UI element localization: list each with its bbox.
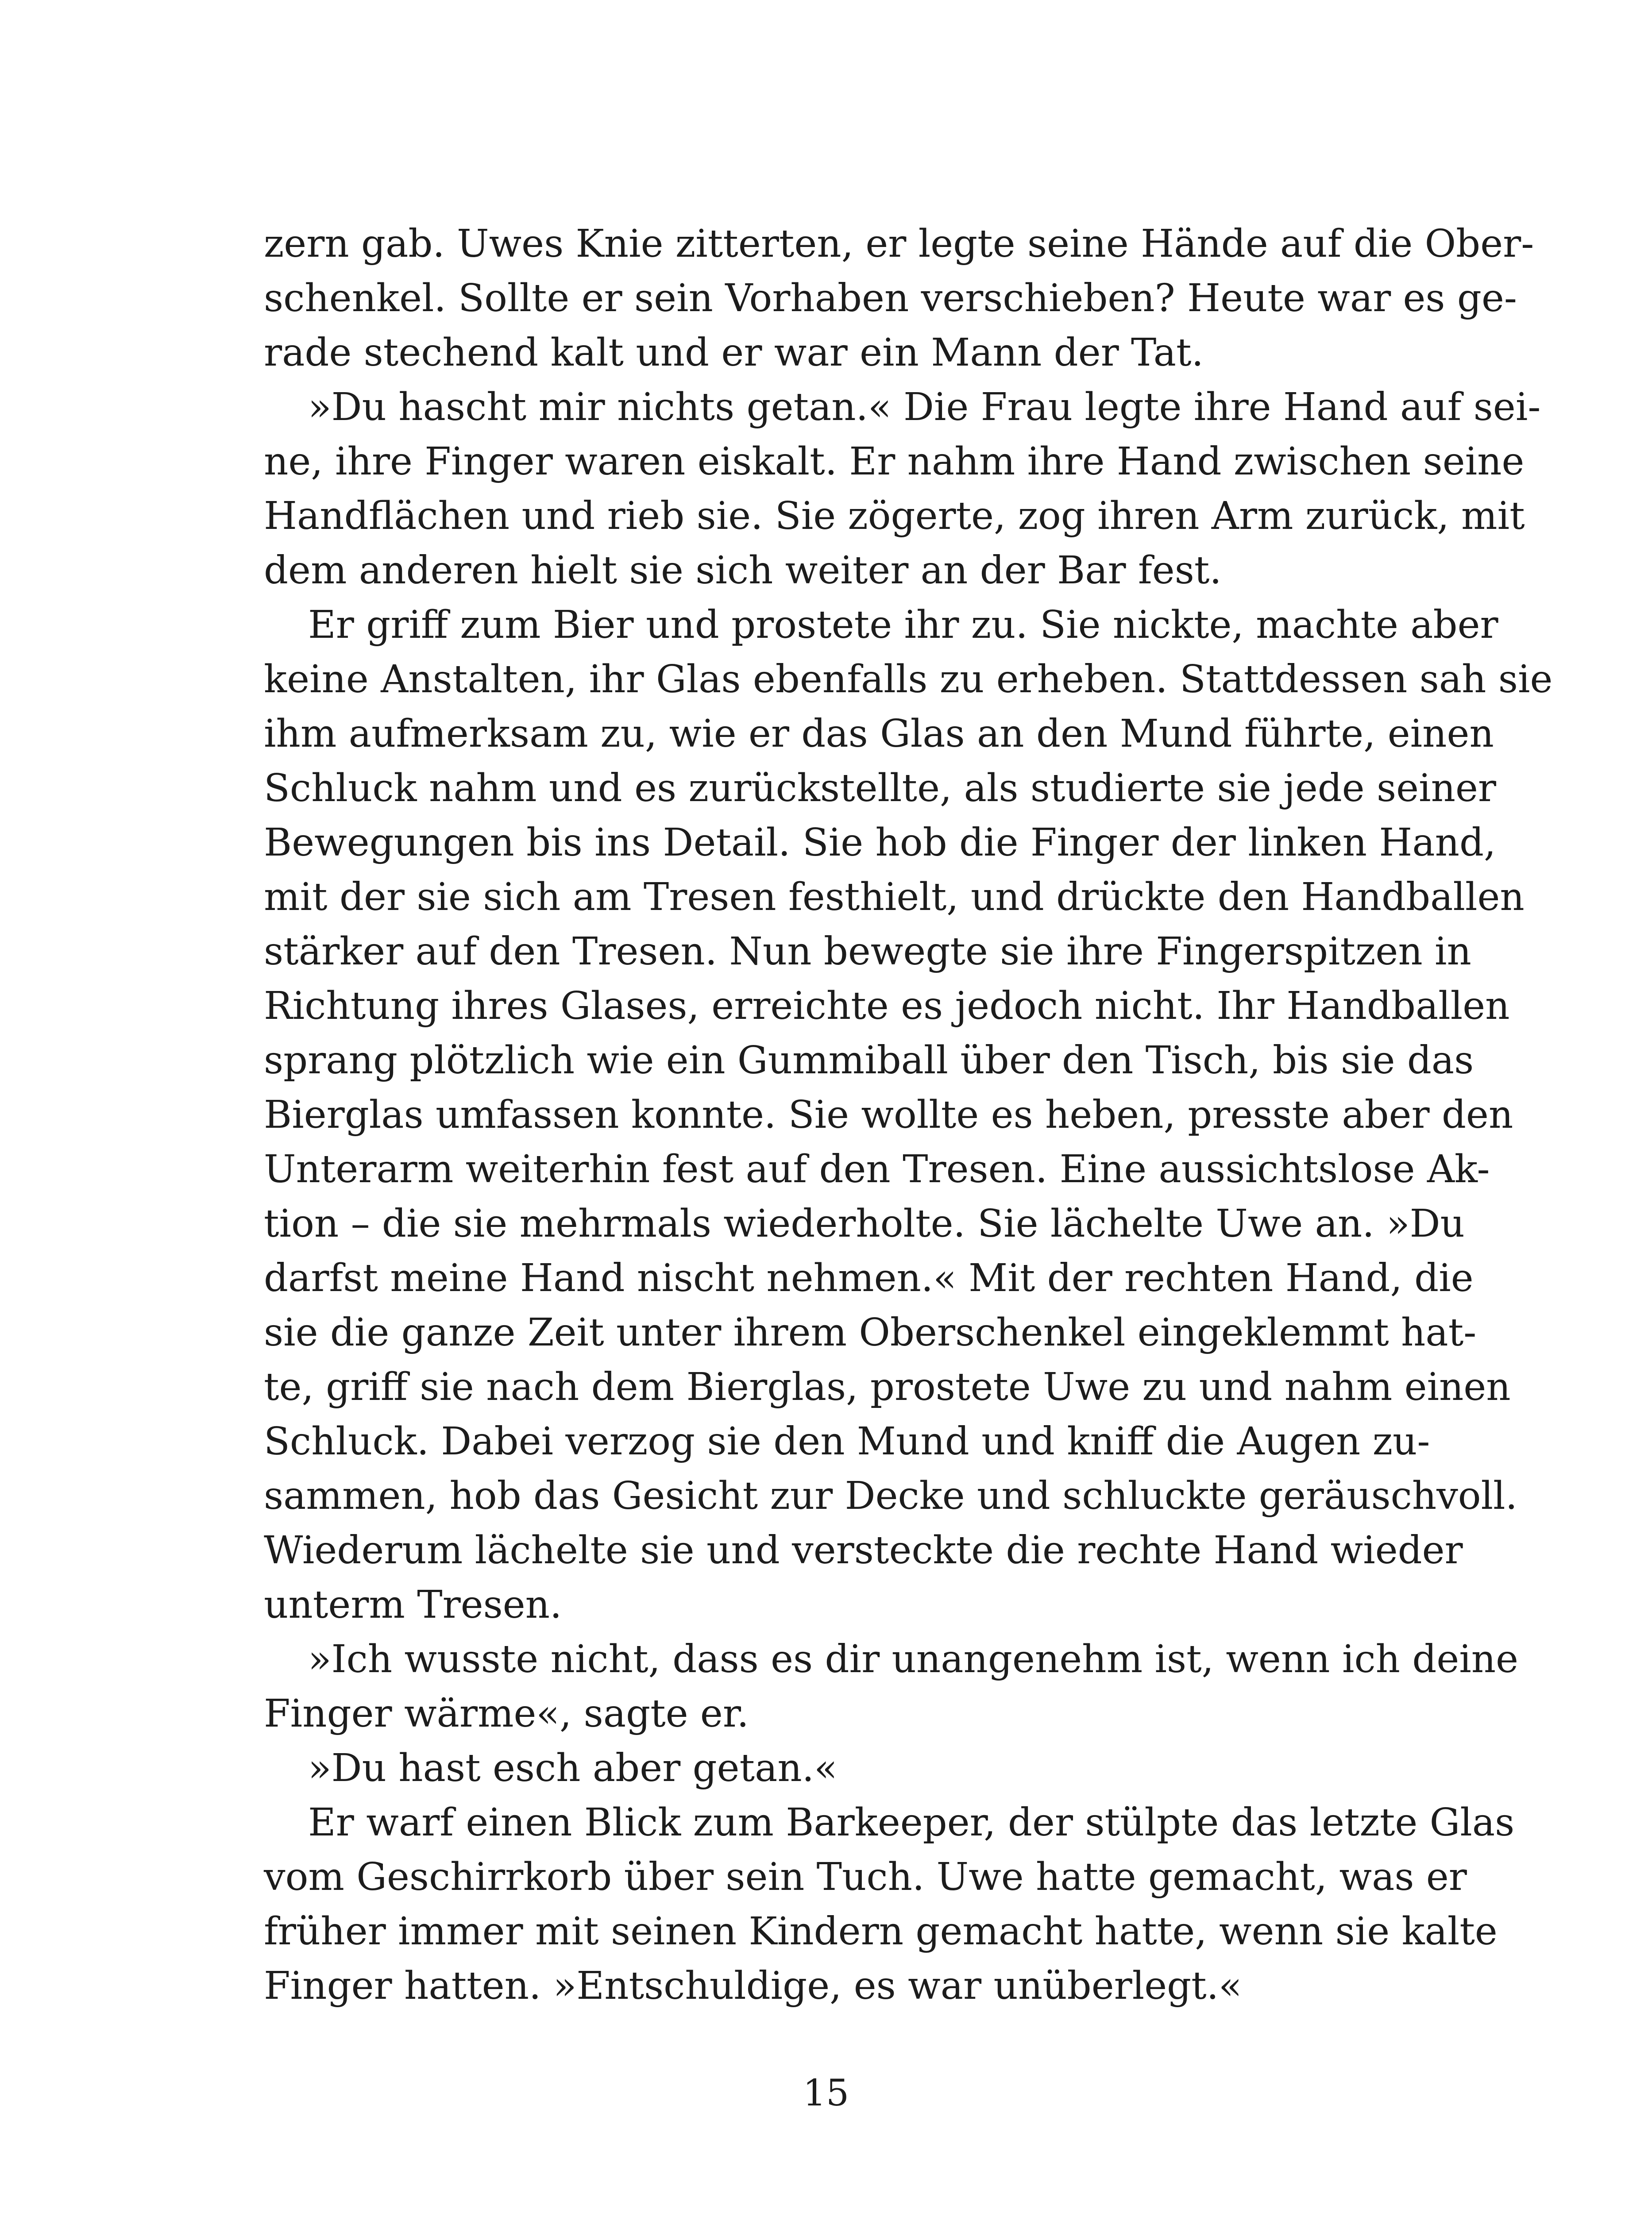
page-number: 15 bbox=[803, 2072, 849, 2114]
text-line: »Du hast esch aber getan.« bbox=[308, 1746, 838, 1790]
text-line: ne, ihre Finger waren eiskalt. Er nahm ihre Hand zwischen seine bbox=[264, 440, 1525, 484]
text-line: keine Anstalten, ihr Glas ebenfalls zu erheben. Stattdessen sah sie bbox=[264, 657, 1553, 702]
text-line: Er warf einen Blick zum Barkeeper, der stülpte das letzte Glas bbox=[308, 1800, 1515, 1845]
text-line: Er griff zum Bier und prostete ihr zu. Sie nickte, machte aber bbox=[308, 603, 1498, 647]
text-line: stärker auf den Tresen. Nun bewegte sie ihre Fingerspitzen in bbox=[264, 929, 1471, 974]
text-line: tion – die sie mehrmals wiederholte. Sie lächelte Uwe an. »Du bbox=[264, 1202, 1465, 1246]
text-line: mit der sie sich am Tresen festhielt, und drückte den Handballen bbox=[264, 875, 1525, 919]
text-line: Finger hatten. »Entschuldige, es war unüberlegt.« bbox=[264, 1964, 1242, 2008]
text-line: vom Geschirrkorb über sein Tuch. Uwe hatte gemacht, was er bbox=[264, 1855, 1467, 1899]
text-line: früher immer mit seinen Kindern gemacht hatte, wenn sie kalte bbox=[264, 1909, 1498, 1954]
text-line: Wiederum lächelte sie und versteckte die rechte Hand wieder bbox=[264, 1528, 1463, 1573]
text-line: dem anderen hielt sie sich weiter an der Bar fest. bbox=[264, 548, 1222, 593]
text-line: Handflächen und rieb sie. Sie zögerte, zog ihren Arm zurück, mit bbox=[264, 494, 1525, 538]
text-line: sie die ganze Zeit unter ihrem Oberschenkel eingeklemmt hat- bbox=[264, 1311, 1477, 1355]
text-line: sammen, hob das Gesicht zur Decke und schluckte geräuschvoll. bbox=[264, 1474, 1517, 1518]
text-line: darfst meine Hand nischt nehmen.« Mit der rechten Hand, die bbox=[264, 1256, 1474, 1300]
body-text bbox=[264, 217, 1553, 2013]
text-line: Richtung ihres Glases, erreichte es jedoch nicht. Ihr Handballen bbox=[264, 984, 1510, 1028]
text-line: schenkel. Sollte er sein Vorhaben verschieben? Heute war es ge- bbox=[264, 276, 1517, 320]
text-line: unterm Tresen. bbox=[264, 1583, 562, 1627]
text-line: Schluck. Dabei verzog sie den Mund und kniff die Augen zu- bbox=[264, 1419, 1430, 1464]
text-line: ihm aufmerksam zu, wie er das Glas an den Mund führte, einen bbox=[264, 712, 1494, 756]
text-line: »Ich wusste nicht, dass es dir unangenehm ist, wenn ich deine bbox=[308, 1637, 1519, 1681]
text-line: Unterarm weiterhin fest auf den Tresen. Eine aussichtslose Ak- bbox=[264, 1147, 1490, 1191]
text-line: »Du hascht mir nichts getan.« Die Frau legte ihre Hand auf sei- bbox=[308, 385, 1541, 429]
text-line: zern gab. Uwes Knie zitterten, er legte seine Hände auf die Ober- bbox=[264, 222, 1534, 266]
text-line: Schluck nahm und es zurückstellte, als studierte sie jede seiner bbox=[264, 766, 1496, 810]
text-line: Finger wärme«, sagte er. bbox=[264, 1692, 749, 1736]
text-line: Bierglas umfassen konnte. Sie wollte es heben, presste aber den bbox=[264, 1093, 1513, 1137]
text-line: rade stechend kalt und er war ein Mann der Tat. bbox=[264, 331, 1204, 375]
text-line: te, griff sie nach dem Bierglas, prostete Uwe zu und nahm einen bbox=[264, 1365, 1511, 1409]
text-line: sprang plötzlich wie ein Gummiball über den Tisch, bis sie das bbox=[264, 1038, 1474, 1083]
text-line: Bewegungen bis ins Detail. Sie hob die Finger der linken Hand, bbox=[264, 821, 1496, 865]
